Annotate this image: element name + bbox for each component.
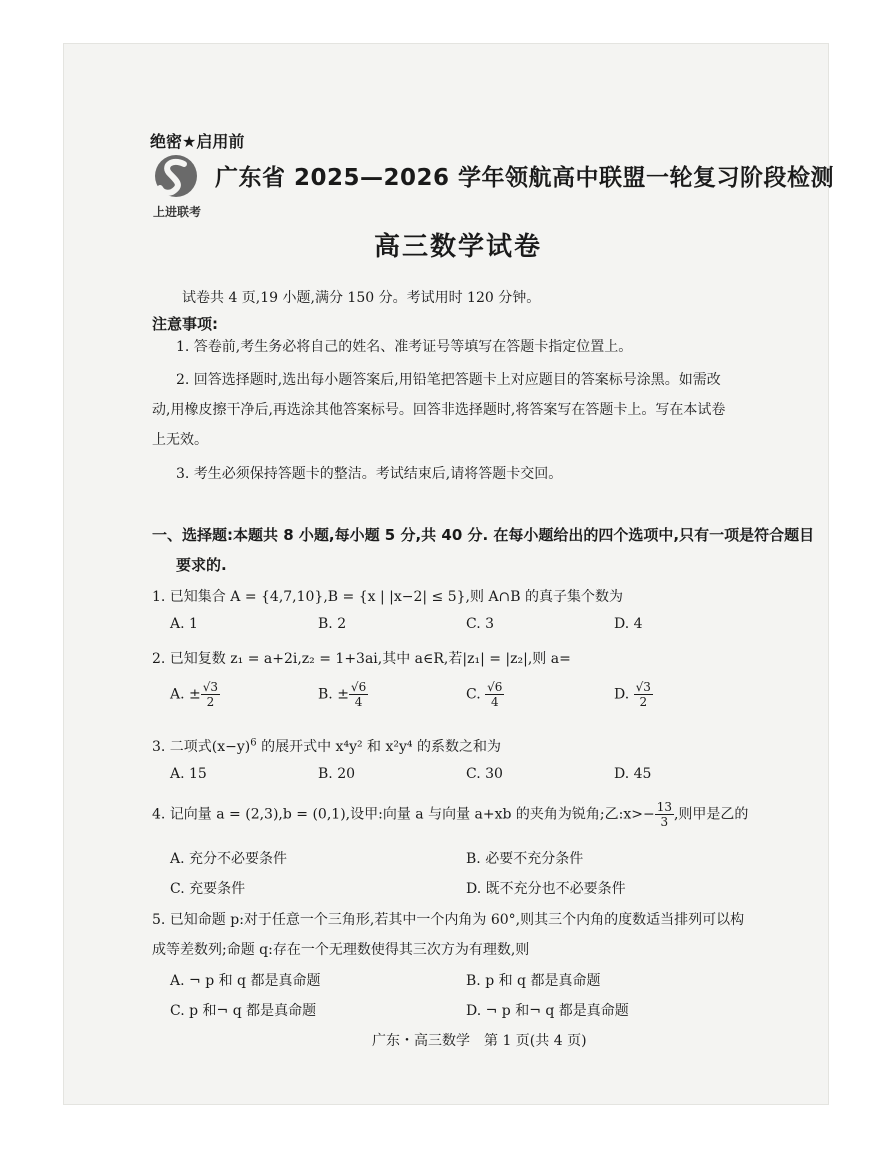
section-heading xyxy=(152,520,814,580)
notice-item: 3. 考生必须保持答题卡的整洁。考试结束后,请将答题卡交回。 xyxy=(176,466,563,482)
publisher-logo xyxy=(150,152,204,220)
question-2-option-b: B. ± $\frac{√6}{4}$ xyxy=(318,680,367,709)
question-1-option-a: A. 1 xyxy=(170,616,198,632)
question-5-option-b: B. p 和 q 都是真命题 xyxy=(466,973,601,989)
question-2-option-d: D. $\frac{√3}{2}$ xyxy=(614,680,651,709)
question-4-option-a: A. 充分不必要条件 xyxy=(170,851,288,867)
notice-heading: 注意事项: xyxy=(152,315,218,333)
question-1-option-d: D. 4 xyxy=(614,616,643,632)
question-5-option-c: C. p 和¬ q 都是真命题 xyxy=(170,1003,317,1019)
question-1-option-c: C. 3 xyxy=(466,616,495,632)
question-2-option-a: A. ± $\frac{√3}{2}$ xyxy=(170,680,219,709)
question-4-option-b: B. 必要不充分条件 xyxy=(466,851,584,867)
question-5-option-a: A. ¬ p 和 q 都是真命题 xyxy=(170,973,321,989)
logo-text: 上进联考 xyxy=(152,205,202,219)
notice-item: 2. 回答选择题时,选出每小题答案后,用铅笔把答题卡上对应题目的答案标号涂黑。如需改 xyxy=(176,372,721,388)
question-4-stem: 4. 记向量 a = (2,3),b = (0,1),设甲:向量 a 与向量 a+xb 的夹角为锐角;乙:x>− $\frac{13}{3}$ ,则甲是乙的 xyxy=(152,800,749,829)
page-footer: 广东・高三数学 第 1 页(共 4 页) xyxy=(372,1033,587,1049)
logo-s-icon xyxy=(150,152,204,220)
question-1-option-b: B. 2 xyxy=(318,616,347,632)
exam-info: 试卷共 4 页,19 小题,满分 150 分。考试用时 120 分钟。 xyxy=(182,290,541,306)
section-heading-line1: 一、选择题:本题共 8 小题,每小题 5 分,共 40 分. 在每小题给出的四个选项中,只有一项是符合题目 xyxy=(152,526,815,544)
question-3-option-b: B. 20 xyxy=(318,766,356,782)
question-2-option-c: C. $\frac{√6}{4}$ xyxy=(466,680,503,709)
paper-title: 高三数学试卷 xyxy=(374,232,543,262)
notice-item: 动,用橡皮擦干净后,再选涂其他答案标号。回答非选择题时,将答案写在答题卡上。写在本试卷 xyxy=(152,402,726,418)
question-4-option-d: D. 既不充分也不必要条件 xyxy=(466,881,626,897)
question-1-stem: 1. 已知集合 A = {4,7,10},B = {x | |x−2| ≤ 5},则 A∩B 的真子集个数为 xyxy=(152,589,624,605)
section-heading-line2: 要求的. xyxy=(176,556,227,574)
question-3-option-d: D. 45 xyxy=(614,766,652,782)
exam-title: 广东省 2025—2026 学年领航高中联盟一轮复习阶段检测 xyxy=(215,165,835,191)
question-5-option-d: D. ¬ p 和¬ q 都是真命题 xyxy=(466,1003,629,1019)
confidential-label: 绝密★启用前 xyxy=(150,132,245,151)
question-5-stem-line2: 成等差数列;命题 q:存在一个无理数使得其三次方为有理数,则 xyxy=(152,942,530,958)
notice-item: 1. 答卷前,考生务必将自己的姓名、准考证号等填写在答题卡指定位置上。 xyxy=(176,339,633,355)
question-4-option-c: C. 充要条件 xyxy=(170,881,246,897)
notice-item: 上无效。 xyxy=(152,432,208,448)
question-2-stem: 2. 已知复数 z₁ = a+2i,z₂ = 1+3ai,其中 a∈R,若|z₁| = |z₂|,则 a= xyxy=(152,651,571,667)
question-3-stem: 3. 二项式$(x-y)^6$ 的展开式中 x⁴y² 和 x²y⁴ 的系数之和为 xyxy=(152,737,501,755)
question-3-option-c: C. 30 xyxy=(466,766,503,782)
question-5-stem-line1: 5. 已知命题 p:对于任意一个三角形,若其中一个内角为 60°,则其三个内角的度数适当排列可以构 xyxy=(152,912,745,928)
question-3-option-a: A. 15 xyxy=(170,766,207,782)
